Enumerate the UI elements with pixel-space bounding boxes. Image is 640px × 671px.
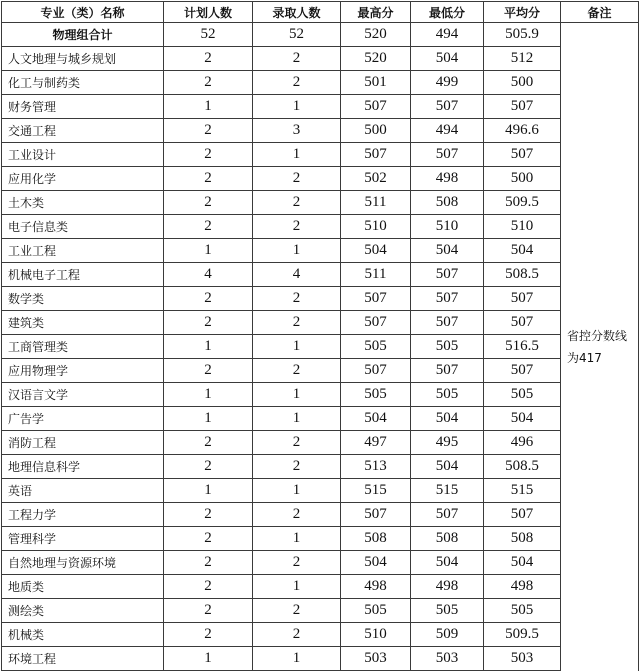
cell-avg-score: 504 [484,551,561,575]
cell-admitted-count: 1 [253,479,341,503]
table-row [2,623,639,647]
cell-min-score: 509 [411,623,484,647]
cell-min-score: 504 [411,551,484,575]
cell-plan-count: 4 [164,263,253,287]
cell-avg-score: 512 [484,47,561,71]
cell-max-score: 507 [341,311,411,335]
cell-admitted-count: 2 [253,599,341,623]
header-min-score: 最低分 [411,2,484,23]
cell-major-name: 地质类 [2,575,164,599]
cell-plan-count: 2 [164,215,253,239]
cell-major-name: 工业设计 [2,143,164,167]
cell-major-name: 工商管理类 [2,335,164,359]
cell-avg-score: 507 [484,143,561,167]
cell-avg-score: 508 [484,527,561,551]
total-plan: 52 [164,23,253,47]
cell-plan-count: 1 [164,335,253,359]
table-row [2,263,639,287]
cell-admitted-count: 2 [253,359,341,383]
cell-major-name: 财务管理 [2,95,164,119]
total-min: 494 [411,23,484,47]
cell-max-score: 520 [341,47,411,71]
cell-plan-count: 2 [164,503,253,527]
table-row [2,143,639,167]
cell-avg-score: 515 [484,479,561,503]
cell-min-score: 507 [411,503,484,527]
cell-plan-count: 1 [164,479,253,503]
cell-major-name: 测绘类 [2,599,164,623]
table-row [2,527,639,551]
cell-max-score: 510 [341,215,411,239]
cell-admitted-count: 1 [253,527,341,551]
table-row [2,191,639,215]
cell-max-score: 497 [341,431,411,455]
cell-admitted-count: 2 [253,215,341,239]
total-name: 物理组合计 [2,23,164,47]
cell-avg-score: 504 [484,239,561,263]
cell-plan-count: 2 [164,527,253,551]
cell-major-name: 人文地理与城乡规划 [2,47,164,71]
cell-min-score: 498 [411,575,484,599]
table-row [2,47,639,71]
cell-avg-score: 507 [484,359,561,383]
cell-max-score: 505 [341,599,411,623]
cell-major-name: 汉语言文学 [2,383,164,407]
table-row [2,407,639,431]
header-remark: 备注 [561,2,639,23]
cell-min-score: 515 [411,479,484,503]
cell-avg-score: 507 [484,503,561,527]
cell-max-score: 498 [341,575,411,599]
cell-admitted-count: 1 [253,239,341,263]
cell-min-score: 505 [411,335,484,359]
cell-plan-count: 1 [164,239,253,263]
cell-avg-score: 508.5 [484,455,561,479]
cell-admitted-count: 2 [253,287,341,311]
cell-major-name: 自然地理与资源环境 [2,551,164,575]
cell-admitted-count: 2 [253,551,341,575]
cell-avg-score: 507 [484,287,561,311]
cell-major-name: 数学类 [2,287,164,311]
cell-major-name: 工业工程 [2,239,164,263]
cell-max-score: 502 [341,167,411,191]
cell-plan-count: 2 [164,455,253,479]
table-row [2,311,639,335]
header-admitted-count: 录取人数 [253,2,341,23]
cell-max-score: 511 [341,191,411,215]
cell-avg-score: 500 [484,167,561,191]
cell-admitted-count: 1 [253,647,341,671]
cell-min-score: 504 [411,455,484,479]
cell-admitted-count: 1 [253,95,341,119]
cell-admitted-count: 4 [253,263,341,287]
cell-min-score: 507 [411,263,484,287]
cell-max-score: 513 [341,455,411,479]
remark-text: 省控分数线为417 [567,328,628,365]
cell-admitted-count: 1 [253,383,341,407]
table-row [2,383,639,407]
cell-avg-score: 510 [484,215,561,239]
cell-max-score: 504 [341,239,411,263]
cell-major-name: 机械类 [2,623,164,647]
cell-admitted-count: 1 [253,143,341,167]
cell-min-score: 508 [411,527,484,551]
cell-max-score: 507 [341,95,411,119]
cell-max-score: 500 [341,119,411,143]
cell-avg-score: 507 [484,95,561,119]
cell-plan-count: 1 [164,407,253,431]
cell-major-name: 建筑类 [2,311,164,335]
cell-min-score: 504 [411,407,484,431]
cell-major-name: 环境工程 [2,647,164,671]
header-plan-count: 计划人数 [164,2,253,23]
cell-plan-count: 1 [164,383,253,407]
table-row [2,551,639,575]
table-row [2,71,639,95]
table-row [2,431,639,455]
cell-min-score: 507 [411,287,484,311]
cell-major-name: 工程力学 [2,503,164,527]
cell-plan-count: 2 [164,119,253,143]
cell-min-score: 494 [411,119,484,143]
cell-plan-count: 2 [164,551,253,575]
cell-max-score: 507 [341,287,411,311]
total-admitted: 52 [253,23,341,47]
cell-max-score: 508 [341,527,411,551]
cell-admitted-count: 2 [253,623,341,647]
cell-major-name: 土木类 [2,191,164,215]
cell-plan-count: 2 [164,143,253,167]
cell-min-score: 507 [411,95,484,119]
cell-min-score: 503 [411,647,484,671]
cell-max-score: 505 [341,383,411,407]
cell-major-name: 化工与制药类 [2,71,164,95]
cell-max-score: 503 [341,647,411,671]
total-row [2,23,639,47]
cell-plan-count: 2 [164,359,253,383]
cell-avg-score: 508.5 [484,263,561,287]
admission-score-table [1,1,639,671]
cell-admitted-count: 2 [253,167,341,191]
table-row [2,239,639,263]
cell-avg-score: 503 [484,647,561,671]
cell-min-score: 498 [411,167,484,191]
cell-avg-score: 496 [484,431,561,455]
header-avg-score: 平均分 [484,2,561,23]
cell-plan-count: 2 [164,623,253,647]
cell-plan-count: 2 [164,71,253,95]
cell-min-score: 510 [411,215,484,239]
cell-min-score: 504 [411,239,484,263]
cell-max-score: 511 [341,263,411,287]
cell-avg-score: 500 [484,71,561,95]
cell-major-name: 管理科学 [2,527,164,551]
cell-major-name: 应用物理学 [2,359,164,383]
cell-admitted-count: 2 [253,455,341,479]
table-row [2,455,639,479]
table-row [2,503,639,527]
cell-min-score: 507 [411,311,484,335]
cell-plan-count: 2 [164,287,253,311]
cell-max-score: 515 [341,479,411,503]
cell-admitted-count: 2 [253,191,341,215]
cell-max-score: 507 [341,359,411,383]
cell-min-score: 495 [411,431,484,455]
header-major-name: 专业（类）名称 [2,2,164,23]
header-row [2,2,639,23]
cell-min-score: 505 [411,599,484,623]
table-row [2,359,639,383]
cell-plan-count: 2 [164,575,253,599]
cell-min-score: 507 [411,359,484,383]
cell-plan-count: 1 [164,647,253,671]
table-row [2,335,639,359]
cell-plan-count: 2 [164,311,253,335]
cell-major-name: 电子信息类 [2,215,164,239]
cell-admitted-count: 2 [253,71,341,95]
table-row [2,119,639,143]
cell-min-score: 507 [411,143,484,167]
cell-avg-score: 498 [484,575,561,599]
cell-admitted-count: 2 [253,47,341,71]
header-max-score: 最高分 [341,2,411,23]
cell-max-score: 501 [341,71,411,95]
cell-min-score: 508 [411,191,484,215]
cell-avg-score: 507 [484,311,561,335]
cell-admitted-count: 1 [253,575,341,599]
table-row [2,647,639,671]
cell-max-score: 510 [341,623,411,647]
table-row [2,167,639,191]
cell-avg-score: 516.5 [484,335,561,359]
cell-major-name: 英语 [2,479,164,503]
cell-avg-score: 496.6 [484,119,561,143]
cell-max-score: 507 [341,143,411,167]
cell-admitted-count: 1 [253,335,341,359]
cell-admitted-count: 2 [253,431,341,455]
cell-admitted-count: 1 [253,407,341,431]
cell-min-score: 504 [411,47,484,71]
cell-major-name: 机械电子工程 [2,263,164,287]
total-max: 520 [341,23,411,47]
table-row [2,479,639,503]
remark-cell [561,23,639,671]
cell-admitted-count: 3 [253,119,341,143]
total-avg: 505.9 [484,23,561,47]
cell-avg-score: 505 [484,383,561,407]
cell-admitted-count: 2 [253,503,341,527]
table-row [2,95,639,119]
table-row [2,575,639,599]
cell-plan-count: 2 [164,599,253,623]
cell-avg-score: 505 [484,599,561,623]
cell-avg-score: 504 [484,407,561,431]
cell-plan-count: 2 [164,431,253,455]
cell-admitted-count: 2 [253,311,341,335]
table-row [2,215,639,239]
cell-major-name: 交通工程 [2,119,164,143]
cell-min-score: 505 [411,383,484,407]
cell-plan-count: 1 [164,95,253,119]
cell-major-name: 消防工程 [2,431,164,455]
cell-avg-score: 509.5 [484,191,561,215]
cell-major-name: 广告学 [2,407,164,431]
cell-plan-count: 2 [164,47,253,71]
table-row [2,287,639,311]
cell-major-name: 应用化学 [2,167,164,191]
cell-plan-count: 2 [164,167,253,191]
cell-max-score: 507 [341,503,411,527]
cell-max-score: 504 [341,551,411,575]
cell-plan-count: 2 [164,191,253,215]
cell-max-score: 505 [341,335,411,359]
cell-major-name: 地理信息科学 [2,455,164,479]
cell-max-score: 504 [341,407,411,431]
table-row [2,599,639,623]
cell-avg-score: 509.5 [484,623,561,647]
cell-min-score: 499 [411,71,484,95]
